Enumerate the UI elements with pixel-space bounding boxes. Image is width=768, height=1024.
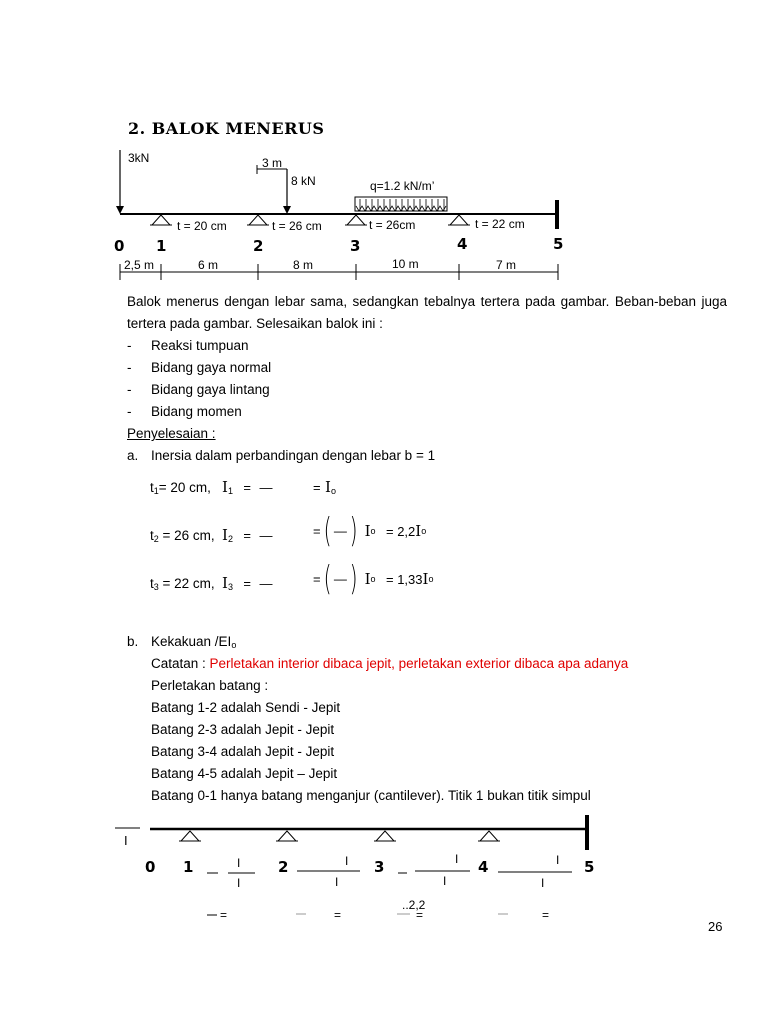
node-label-0: 0 xyxy=(114,237,125,255)
node-label-2: 2 xyxy=(253,237,264,255)
pin-support-4 xyxy=(448,215,470,225)
pin-support-2-4 xyxy=(478,831,500,841)
pin-support-1 xyxy=(150,215,172,225)
span-label-4: 7 m xyxy=(496,258,517,272)
span-label-0: 2,5 m xyxy=(124,258,155,272)
list-item: - Bidang gaya normal xyxy=(127,360,272,375)
note: Catatan : Perletakan interior dibaca jepit, perletakan exterior dibaca apa adanya xyxy=(151,656,629,671)
distributed-load-label: q=1.2 kN/m’ xyxy=(370,179,435,193)
beam-diagram-bottom xyxy=(0,800,768,930)
svg-text:I: I xyxy=(556,853,560,867)
inertia-row-1: $t_1= 20$ cm, xyxy=(150,480,211,496)
inertia-result-1: = $I_o$ xyxy=(313,478,336,496)
support-heading: Perletakan batang : xyxy=(151,678,269,693)
span-label-2: 8 m xyxy=(293,258,314,272)
solution-heading: Penyelesaian : xyxy=(127,426,216,441)
svg-text:=: = xyxy=(416,908,424,922)
svg-text:I: I xyxy=(455,852,459,866)
stiffness-fraction-4 xyxy=(498,853,572,890)
pin-support-2-1 xyxy=(179,831,201,841)
offset-label: 3 m xyxy=(262,156,283,170)
thickness-label-2: t = 26 cm xyxy=(272,219,322,233)
svg-text:I: I xyxy=(237,876,241,890)
pin-support-2-2 xyxy=(276,831,298,841)
svg-text:I: I xyxy=(335,875,339,889)
list-item: - Reaksi tumpuan xyxy=(127,338,249,353)
stiffness-fraction-1 xyxy=(207,856,255,890)
inertia-result-2: =( —) Io = 2,2Io xyxy=(313,511,427,551)
inertia-result-3: =( —) Io = 1,33Io xyxy=(313,559,434,599)
inertia-row-2: $t_2 = 26$ cm, xyxy=(150,528,215,544)
thickness-label-1: t = 20 cm xyxy=(177,219,227,233)
page-number: 26 xyxy=(708,919,723,934)
list-item: - Bidang momen xyxy=(127,404,242,419)
list-item: - Bidang gaya lintang xyxy=(127,382,270,397)
item-b: b. Kekakuan $/EI_o$ xyxy=(127,634,237,650)
svg-text:I: I xyxy=(443,874,447,888)
node-label-1: 1 xyxy=(156,237,167,255)
section-title: 2. BALOK MENERUS xyxy=(128,119,325,138)
svg-text:=: = xyxy=(334,908,342,922)
inertia-row-3: $t_3 = 22$ cm, xyxy=(150,576,215,592)
span-label-3: 10 m xyxy=(392,257,419,271)
distributed-load-box xyxy=(355,197,447,211)
node-label-2-1: 1 xyxy=(183,858,194,876)
node-label-2-3: 3 xyxy=(374,858,385,876)
beam-diagram-top xyxy=(0,0,768,290)
thickness-label-3: t = 26cm xyxy=(369,218,416,232)
node-label-2-5: 5 xyxy=(584,858,595,876)
item-a: a. Inersia dalam perbandingan dengan lebar b = 1 xyxy=(127,448,436,463)
support-line: Batang 2-3 adalah Jepit - Jepit xyxy=(151,722,335,737)
inertia-eq-1: $I_1$ = — xyxy=(222,478,273,496)
thickness-label-4: t = 22 cm xyxy=(475,217,525,231)
pin-support-2-3 xyxy=(374,831,396,841)
node-label-2-4: 4 xyxy=(478,858,489,876)
support-line: Batang 1-2 adalah Sendi - Jepit xyxy=(151,700,341,715)
svg-text:I: I xyxy=(237,856,241,870)
inertia-eq-2: $I_2$ = — xyxy=(222,526,273,544)
ratio-row xyxy=(207,898,549,922)
fraction-I-left: I xyxy=(124,833,128,848)
node-label-2-2: 2 xyxy=(278,858,289,876)
support-line: Batang 4-5 adalah Jepit – Jepit xyxy=(151,766,338,781)
svg-text:=: = xyxy=(220,908,228,922)
stiffness-fraction-2 xyxy=(297,854,360,889)
ratio-value-22: ..2,2 xyxy=(402,898,426,912)
inertia-eq-3: $I_3$ = — xyxy=(222,574,273,592)
pin-support-3 xyxy=(345,215,367,225)
support-line: Batang 0-1 hanya batang menganjur (cantilever). Titik 1 bukan titik simpul xyxy=(151,788,591,803)
distributed-load-arrows xyxy=(356,199,446,211)
node-label-2-0: 0 xyxy=(145,858,156,876)
node-label-3: 3 xyxy=(350,237,361,255)
span-label-1: 6 m xyxy=(198,258,219,272)
node-label-4: 4 xyxy=(457,235,468,253)
problem-paragraph: Balok menerus dengan lebar sama, sedangkan tebalnya tertera pada gambar. Beban-beban juga tertera pada gambar. Selesaikan balok ini : xyxy=(127,294,727,331)
pin-support-2 xyxy=(247,215,269,225)
support-line: Batang 3-4 adalah Jepit - Jepit xyxy=(151,744,335,759)
svg-text:I: I xyxy=(541,876,545,890)
load-label-3kn: 3kN xyxy=(128,151,150,165)
svg-text:I: I xyxy=(345,854,349,868)
load-label-8kn: 8 kN xyxy=(291,174,316,188)
stiffness-fraction-3 xyxy=(398,852,470,888)
svg-text:=: = xyxy=(542,908,550,922)
node-label-5: 5 xyxy=(553,235,564,253)
